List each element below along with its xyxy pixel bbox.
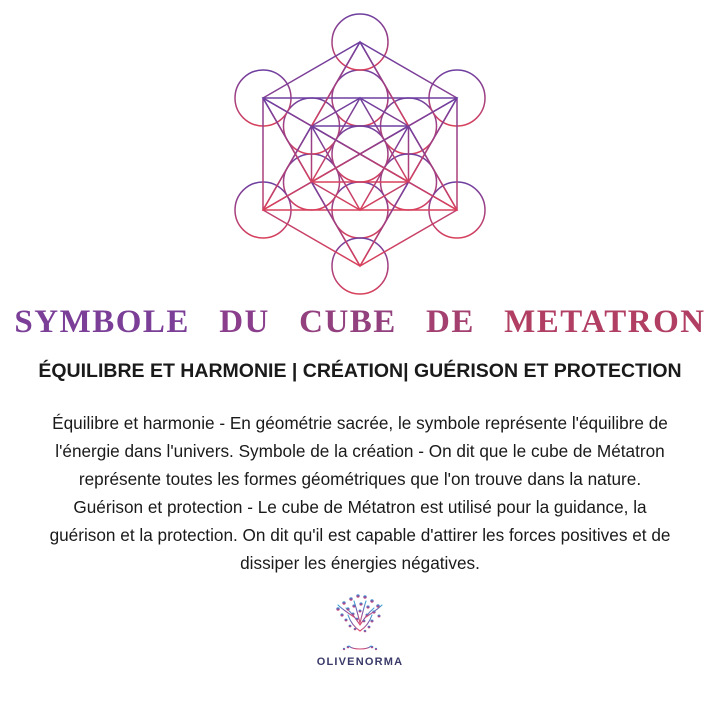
brand-name: OLIVENORMA — [316, 656, 404, 668]
title-word-4: DE — [426, 304, 475, 340]
brand-logo — [317, 591, 404, 668]
description-paragraph: Équilibre et harmonie - En géométrie sacrée, le symbole représente l'équilibre de l'énergie dans l'univers. Symbole de la création - On dit que le cube de Métatron représente toutes les formes géométriques que l'on trouve dans la nature. Guérison et protection - Le cube de Métatron est utilisé pour la guidance, la guérison et la protection. On dit qu'il est capable d'attirer les forces positives et de dissiper les énergies négatives. — [49, 413, 671, 573]
metatron-cube-symbol — [0, 6, 720, 296]
title-word-5: METATRON — [504, 304, 706, 340]
subtitle: ÉQUILIBRE ET HARMONIE | CRÉATION| GUÉRISON ET PROTECTION — [38, 360, 682, 382]
title-word-3: CUBE — [299, 304, 397, 340]
page-title — [10, 304, 710, 341]
tree-of-life-icon — [324, 591, 396, 653]
title-word-2: DU — [219, 304, 270, 340]
title-word-1: SYMBOLE — [14, 304, 190, 340]
